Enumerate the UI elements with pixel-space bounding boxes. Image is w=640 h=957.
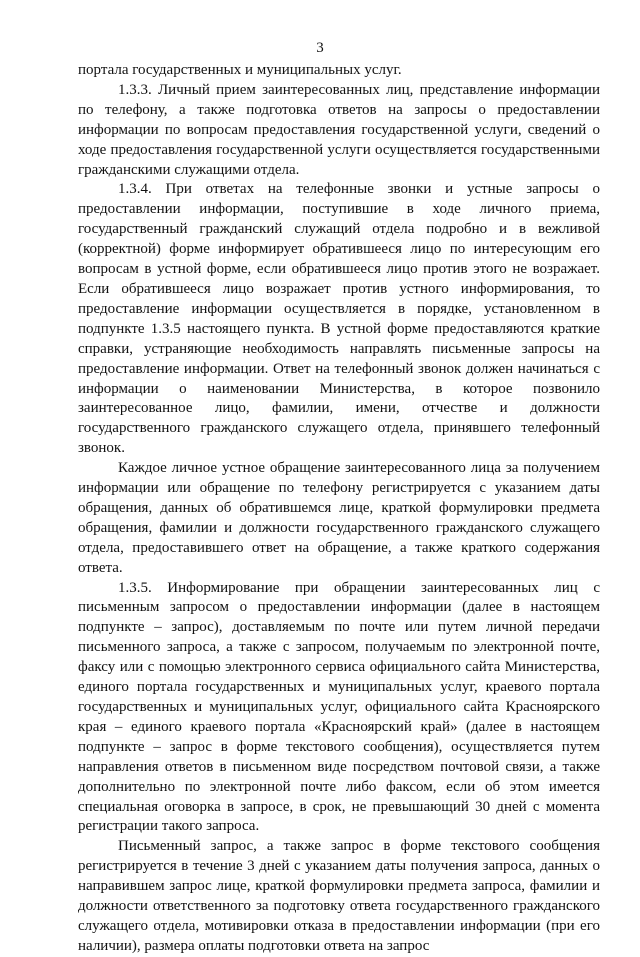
paragraph-1-3-4: 1.3.4. При ответах на телефонные звонки и устные запросы о предоставлении информации, поступившие в ходе личного приема, государственный гражданский служащий отдела подробно и в вежливой (корректной) форме информирует обратившееся лицо по интересующим его вопросам в устной форме, если обратившееся лицо против этого не возражает. Если обратившееся лицо возражает против устного информирования, то предоставление информации осуществляется в порядке, установленном в подпункте 1.3.5 настоящего пункта. В устной форме предоставляются краткие справки, устраняющие необходимость направлять письменные запросы на предоставление информации. Ответ на телефонный звонок должен начинаться с информации о наименовании Министерства, в которое позвонило заинтересованное лицо, фамилии, имени, отчестве и должности государственного гражданского служащего отдела, принявшего телефонный звонок. bbox=[78, 181, 600, 457]
paragraph-continuation: портала государственных и муниципальных услуг. bbox=[78, 62, 402, 78]
paragraph-registration-oral: Каждое личное устное обращение заинтересованного лица за получением информации или обращение по телефону регистрируется с указанием даты обращения, данных об обратившемся лице, краткой формулировки предмета обращения, фамилии и должности государственного гражданского служащего отдела, предоставившего ответ на обращение, а также краткого содержания ответа. bbox=[78, 460, 600, 576]
page-number: 3 bbox=[316, 40, 324, 56]
paragraph-1-3-3: 1.3.3. Личный прием заинтересованных лиц, представление информации по телефону, а также подготовка ответов на запросы о предоставлении информации по вопросам предоставления государственной услуги, сведений о ходе предоставления государственной услуги осуществляется государственными гражданскими служащими отдела. bbox=[78, 81, 600, 178]
document-body bbox=[78, 61, 600, 957]
paragraph-1-3-5: 1.3.5. Информирование при обращении заинтересованных лиц с письменным запросом о предоставлении информации (далее в настоящем подпункте – запрос), доставляемым по почте или путем личной передачи письменного запроса, а также с запросом, получаемым по электронной почте, факсу или с помощью электронного сервиса официального сайта Министерства, единого портала государственных и муниципальных услуг, краевого портала государственных и муниципальных услуг, официального сайта Красноярского края – единого краевого портала «Красноярский край» (далее в настоящем подпункте – запрос в форме текстового сообщения), осуществляется путем направления ответов в письменном виде посредством почтовой связи, а также дополнительно по электронной почте либо факсом, если об этом имеется специальная оговорка в запросе, в срок, не превышающий 30 дней с момента регистрации такого запроса. bbox=[78, 579, 600, 835]
paragraph-registration-written: Письменный запрос, а также запрос в форме текстового сообщения регистрируется в течение 3 дней с указанием даты получения запроса, данных о направившем запрос лице, краткой формулировки предмета запроса, фамилии и должности ответственного за подготовку ответа государственного гражданского служащего отдела, мотивировки отказа в предоставлении информации (при его наличии), размера оплаты подготовки ответа на запрос bbox=[78, 838, 600, 954]
